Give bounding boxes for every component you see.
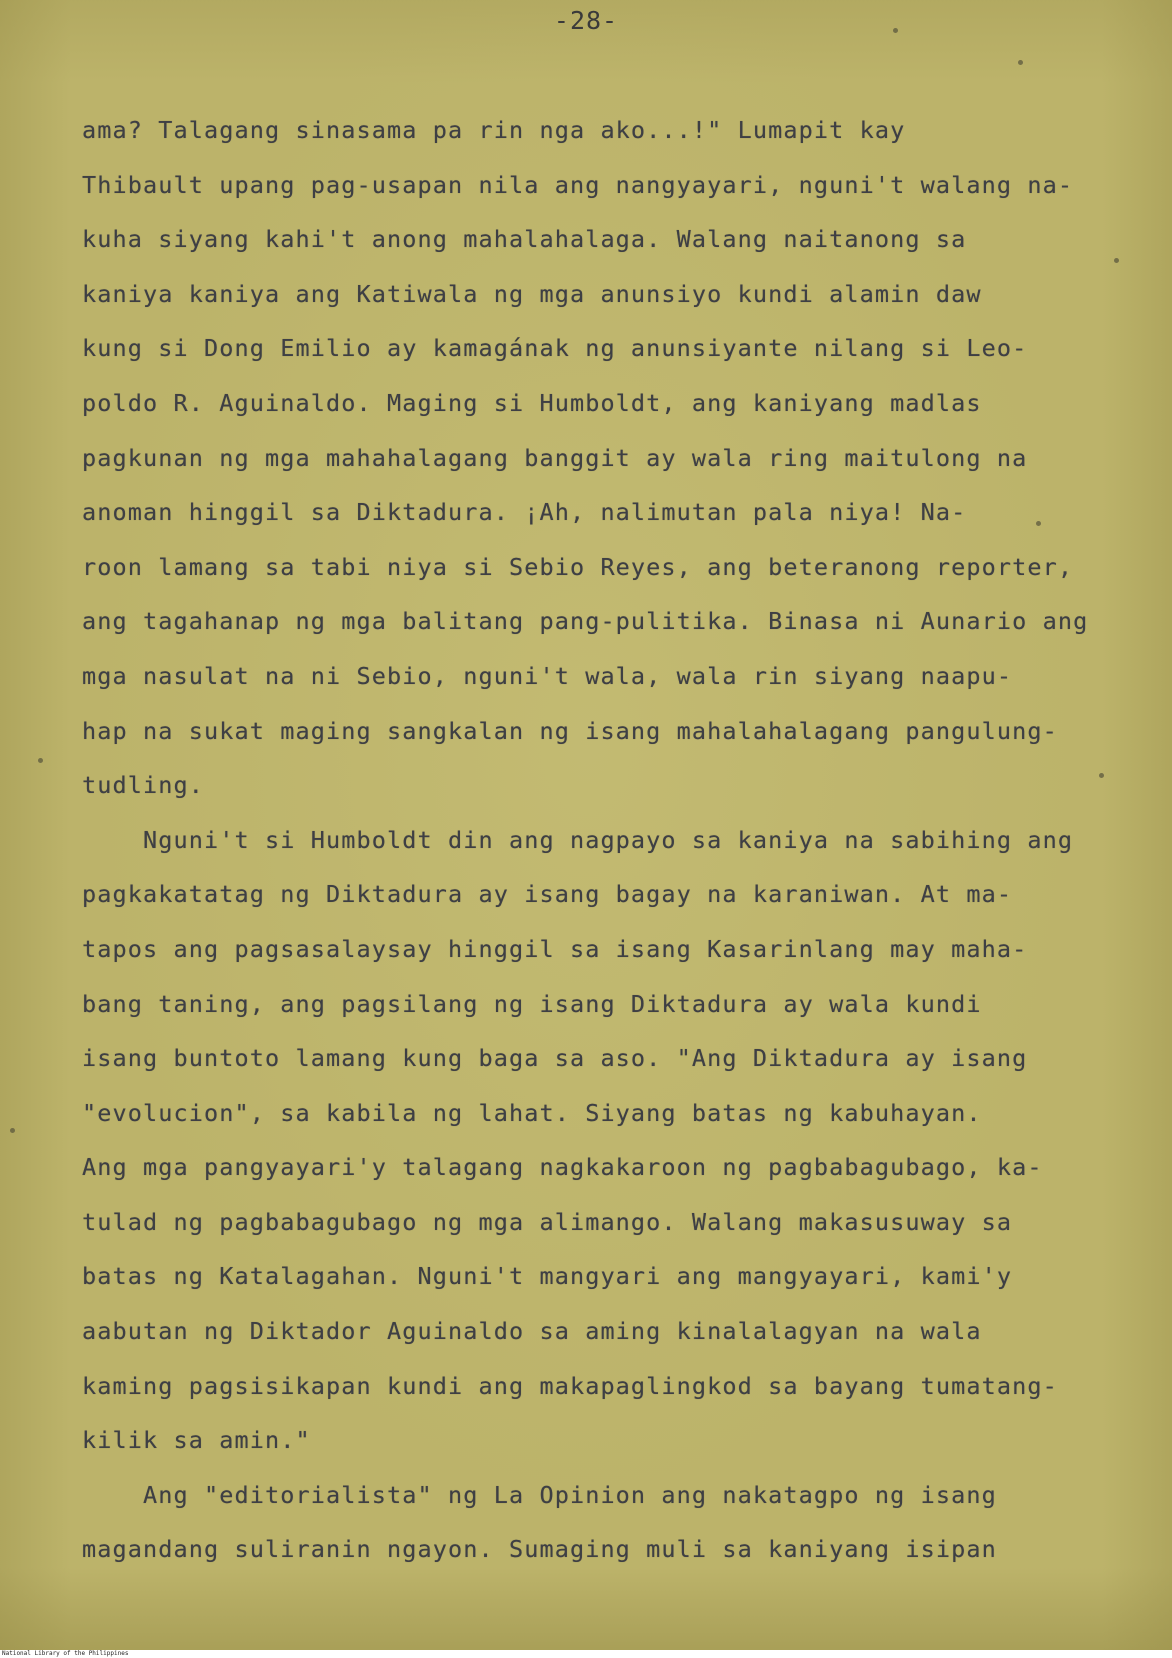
text-line: tudling.: [82, 771, 204, 800]
text-line: Thibault upang pag-usapan nila ang nangyayari, nguni't walang na-: [82, 170, 1074, 199]
text-line: magandang suliranin ngayon. Sumaging muli sa kaniyang isipan: [82, 1535, 997, 1564]
footer-credit: National Library of the Philippines: [2, 1650, 129, 1657]
text-line: kung si Dong Emilio ay kamagának ng anunsiyante nilang si Leo-: [82, 334, 1028, 363]
text-line: tapos ang pagsasalaysay hinggil sa isang Kasarinlang may maha-: [82, 934, 1028, 963]
body-text: [82, 103, 1142, 1577]
text-line: bang taning, ang pagsilang ng isang Diktadura ay wala kundi: [82, 989, 982, 1018]
text-line: aabutan ng Diktador Aguinaldo sa aming kinalalagyan na wala: [82, 1317, 982, 1346]
paper-speck: [1036, 521, 1041, 526]
text-line: Nguni't si Humboldt din ang nagpayo sa kaniya na sabihing ang: [82, 825, 1074, 854]
text-line: kuha siyang kahi't anong mahalahalaga. Walang naitanong sa: [82, 225, 967, 254]
text-line: Ang "editorialista" ng La Opinion ang nakatagpo ng isang: [82, 1480, 997, 1509]
page-number: -28-: [553, 6, 619, 35]
text-line: tulad ng pagbabagubago ng mga alimango. Walang makasusuway sa: [82, 1207, 1013, 1236]
text-line: Ang mga pangyayari'y talagang nagkakaroon ng pagbabagubago, ka-: [82, 1153, 1043, 1182]
text-line: roon lamang sa tabi niya si Sebio Reyes, ang beteranong reporter,: [82, 552, 1074, 581]
paper-speck: [38, 758, 43, 763]
text-line: "evolucion", sa kabila ng lahat. Siyang batas ng kabuhayan.: [82, 1098, 982, 1127]
text-line: mga nasulat na ni Sebio, nguni't wala, wala rin siyang naapu-: [82, 661, 1013, 690]
text-line: isang buntoto lamang kung baga sa aso. "Ang Diktadura ay isang: [82, 1044, 1028, 1073]
paper-speck: [10, 1128, 15, 1133]
text-line: pagkunan ng mga mahahalagang banggit ay wala ring maitulong na: [82, 443, 1028, 472]
paper-speck: [1018, 60, 1023, 65]
text-line: kaming pagsisikapan kundi ang makapaglingkod sa bayang tumatang-: [82, 1371, 1058, 1400]
footer: [0, 1650, 1172, 1658]
text-line: anoman hinggil sa Diktadura. ¡Ah, nalimutan pala niya! Na-: [82, 498, 967, 527]
text-line: kilik sa amin.": [82, 1426, 311, 1455]
paper-speck: [893, 28, 898, 33]
paper-speck: [1114, 258, 1119, 263]
text-line: hap na sukat maging sangkalan ng isang mahalahalagang pangulung-: [82, 716, 1058, 745]
text-line: poldo R. Aguinaldo. Maging si Humboldt, ang kaniyang madlas: [82, 388, 982, 417]
text-line: kaniya kaniya ang Katiwala ng mga anunsiyo kundi alamin daw: [82, 279, 982, 308]
text-line: ang tagahanap ng mga balitang pang-pulitika. Binasa ni Aunario ang: [82, 607, 1089, 636]
text-line: batas ng Katalagahan. Nguni't mangyari ang mangyayari, kami'y: [82, 1262, 1013, 1291]
text-line: pagkakatatag ng Diktadura ay isang bagay na karaniwan. At ma-: [82, 880, 1013, 909]
paper-speck: [1099, 773, 1104, 778]
text-line: ama? Talagang sinasama pa rin nga ako...!" Lumapit kay: [82, 116, 906, 144]
